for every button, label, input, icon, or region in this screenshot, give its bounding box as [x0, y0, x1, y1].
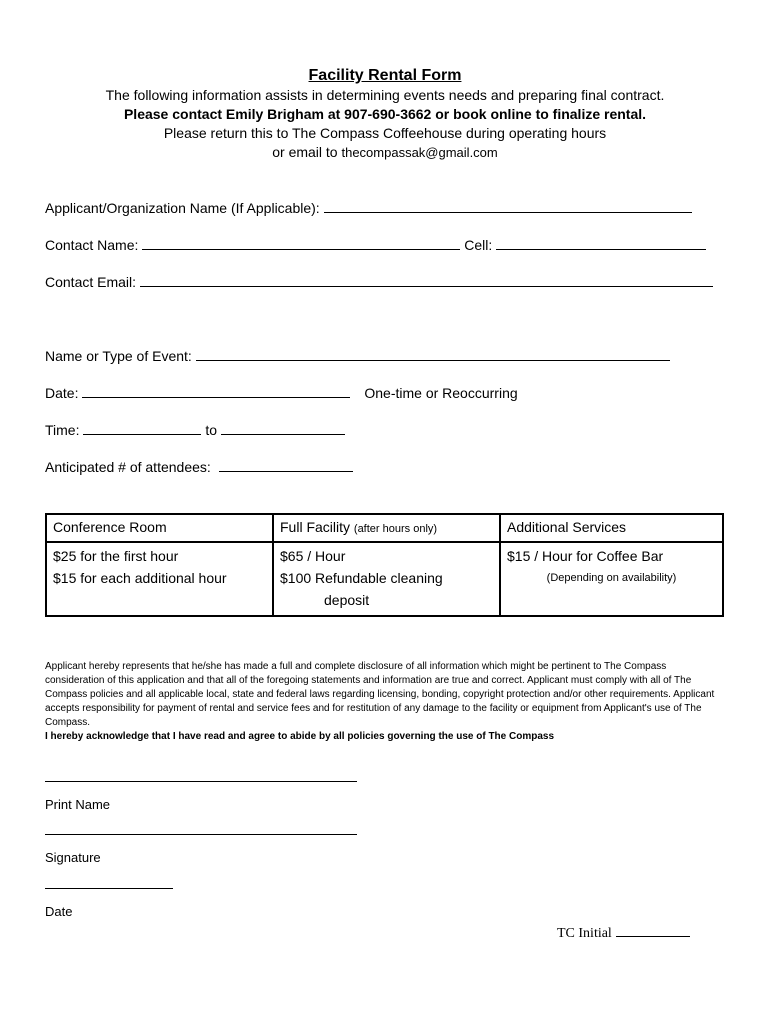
attendees-label: Anticipated # of attendees: [45, 459, 211, 475]
full-facility-title: Full Facility [280, 519, 351, 535]
time-end-field[interactable] [221, 420, 345, 435]
tc-initial [557, 924, 690, 942]
tc-initial-label: TC Initial [557, 926, 612, 941]
conference-room-header: Conference Room [46, 514, 273, 542]
form-title: Facility Rental Form [308, 67, 462, 84]
full-facility-rates [273, 542, 500, 616]
applicant-row [45, 198, 692, 218]
applicant-field[interactable] [324, 198, 692, 213]
time-row [45, 420, 345, 440]
attendees-field[interactable] [219, 457, 353, 472]
event-label: Name or Type of Event: [45, 348, 192, 364]
full-facility-note: (after hours only) [353, 523, 438, 535]
contact-name-label: Contact Name: [45, 237, 139, 253]
rates-header-row [46, 514, 723, 542]
disclaimer-text: Applicant hereby represents that he/she has made a full and complete disclosure of all information which might be pertinent to The Compass consideration of this application and that all of the foregoing statements and information are true and correct. Applicant must comply with all of The Compass policies and all applicable local, state and federal laws regarding licensing, bonding, copyright protection and/or other requirements. Applicant accepts responsibility for payment of rental and service fees and for restitution of any damage to the facility or equipment from Applicant's use of The Compass. [45, 661, 715, 728]
print-name-line[interactable] [45, 781, 357, 782]
intro-line: The following information assists in determining events needs and preparing final contract. [105, 87, 665, 103]
email-prefix: or email to [272, 144, 338, 160]
availability-note: (Depending on availability) [546, 572, 677, 584]
additional-services-rates [500, 542, 723, 616]
contact-email-row [45, 272, 713, 292]
cell-label: Cell: [464, 237, 493, 253]
time-to-label: to [205, 422, 218, 438]
form-header [0, 66, 770, 162]
contact-email-field[interactable] [140, 272, 713, 287]
attendees-row [45, 457, 353, 477]
conference-first-hour: $25 for the first hour [53, 548, 179, 564]
time-start-field[interactable] [83, 420, 201, 435]
conference-additional-hour: $15 for each additional hour [53, 570, 227, 586]
date-signed-label: Date [45, 904, 73, 919]
one-time-label: One-time or Reoccurring [364, 385, 518, 401]
return-instructions: Please return this to The Compass Coffeehouse during operating hours [163, 125, 607, 141]
signature-line[interactable] [45, 834, 357, 835]
full-facility-deposit-cont: deposit [324, 592, 370, 608]
contact-name-field[interactable] [142, 235, 460, 250]
full-facility-deposit: $100 Refundable cleaning [280, 570, 443, 586]
rates-table [45, 513, 724, 617]
date-label: Date: [45, 385, 79, 401]
time-label: Time: [45, 422, 80, 438]
rates-body-row [46, 542, 723, 616]
full-facility-hourly: $65 / Hour [280, 548, 346, 564]
contact-email-label: Contact Email: [45, 274, 137, 290]
date-field[interactable] [82, 383, 350, 398]
conference-room-rates [46, 542, 273, 616]
full-facility-header [273, 514, 500, 542]
event-field[interactable] [196, 346, 670, 361]
additional-services-header: Additional Services [500, 514, 723, 542]
print-name-label: Print Name [45, 797, 111, 812]
date-signed-line[interactable] [45, 888, 173, 889]
email-instructions [0, 143, 770, 162]
date-row [45, 383, 518, 403]
event-row [45, 346, 670, 366]
disclaimer [45, 660, 725, 744]
tc-initial-field[interactable] [616, 924, 690, 937]
acknowledgement: I hereby acknowledge that I have read and agree to abide by all policies governing the use of The Compass [45, 731, 555, 742]
signature-label: Signature [45, 850, 101, 865]
contact-name-row [45, 235, 706, 255]
cell-field[interactable] [496, 235, 706, 250]
contact-email-address: thecompassak@gmail.com [341, 145, 498, 160]
contact-instructions: Please contact Emily Brigham at 907-690-3662 or book online to finalize rental. [123, 106, 647, 122]
coffee-bar-rate: $15 / Hour for Coffee Bar [507, 548, 664, 564]
applicant-label: Applicant/Organization Name (If Applicable): [45, 200, 320, 216]
